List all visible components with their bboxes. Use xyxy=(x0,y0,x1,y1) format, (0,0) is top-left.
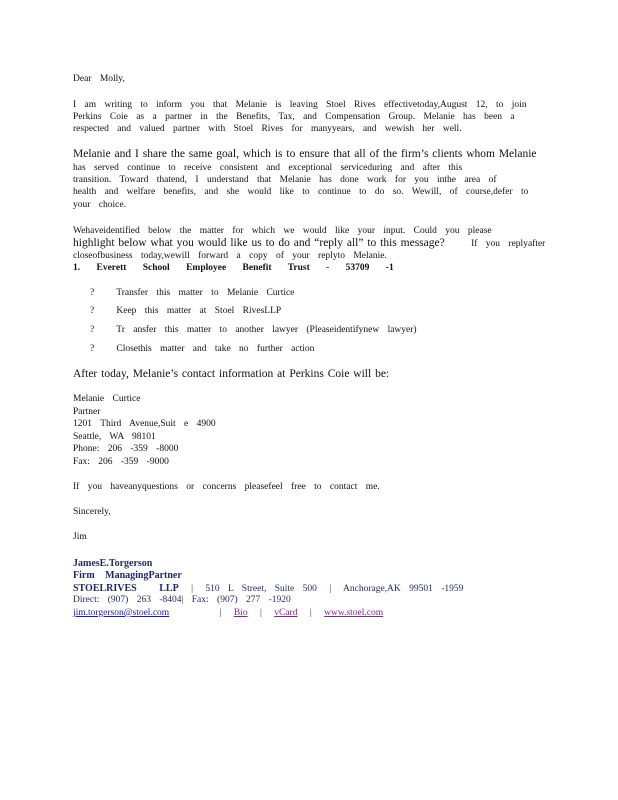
sender-short: Jim xyxy=(73,532,87,542)
option-item[interactable] xyxy=(90,288,294,299)
signature-name: JamesE.Torgerson xyxy=(73,558,153,569)
para3-line3: closeofbusiness today,wewill forward a copy of your replyto Melanie. xyxy=(73,251,387,261)
signature-phone-line: Direct: (907) 263 -8404| Fax: (907) 277 -1920 xyxy=(73,595,291,605)
para2-lead: Melanie and I share the same goal, which is to ensure that all of the firm’s clients whom Melanie xyxy=(73,148,537,160)
option-label: Closethis matter and take no further action xyxy=(116,344,315,354)
signature-firm: STOELRIVES LLP xyxy=(73,583,179,594)
option-item[interactable] xyxy=(90,306,281,317)
option-label: Tr ansfer this matter to another lawyer (Pleaseidentifynew lawyer) xyxy=(116,325,417,335)
contact-name: Melanie Curtice xyxy=(73,394,141,404)
bullet-placeholder-icon: ? xyxy=(90,306,95,316)
website-link[interactable]: www.stoel.com xyxy=(324,608,384,618)
signature-city: Anchorage,AK 99501 -1959 xyxy=(343,584,464,594)
email-link[interactable]: jim.torgerson@stoel.com xyxy=(73,608,170,618)
para3-line1: Wehaveidentified below the matter for which we would like your input. Could you please xyxy=(73,226,492,236)
bullet-placeholder-icon: ? xyxy=(90,325,95,335)
para2-line2: transition. Toward thatend, I understand that Melanie has done work for you inthe area of xyxy=(73,175,497,185)
vcard-link[interactable]: vCard xyxy=(274,608,298,618)
para1-line3: respected and valued partner with Stoel Rives for manyyears, and wewish her well. xyxy=(73,124,462,134)
para3-line2-large: highlight below what you would like us to do and “reply all” to this message? xyxy=(73,237,445,249)
contact-address: 1201 Third Avenue,Suit e 4900 xyxy=(73,419,216,429)
contact-city: Seattle, WA 98101 xyxy=(73,432,156,442)
option-label: Transfer this matter to Melanie Curtice xyxy=(116,288,295,298)
signature-role: Firm ManagingPartner xyxy=(73,570,182,581)
contact-phone: Phone: 206 -359 -8000 xyxy=(73,444,179,454)
closing-line: If you haveanyquestions or concerns pleasefeel free to contact me. xyxy=(73,482,380,492)
para2-line3: health and welfare benefits, and she would like to continue to do so. Wewill, of course,defer to xyxy=(73,187,529,197)
option-item[interactable] xyxy=(90,325,417,336)
signature-firm-line: STOELRIVES LLP | 510 L Street, Suite 500 | Anchorage,AK 99501 -1959 xyxy=(73,583,464,594)
para1-line2: Perkins Coie as a partner in the Benefits, Tax, and Compensation Group. Melanie has been a xyxy=(73,112,515,122)
contact-fax: Fax: 206 -359 -9000 xyxy=(73,457,169,467)
contact-intro: After today, Melanie’s contact information at Perkins Coie will be: xyxy=(73,368,390,380)
bio-link[interactable]: Bio xyxy=(233,608,248,618)
contact-title: Partner xyxy=(73,407,101,417)
para3-line2-small: If you replyafter xyxy=(471,239,546,249)
bullet-placeholder-icon: ? xyxy=(90,344,95,354)
signature-address: 510 L Street, Suite 500 xyxy=(205,584,317,594)
para2-line4: your choice. xyxy=(73,200,126,210)
greeting: Dear Molly, xyxy=(73,74,125,84)
signature-links: jim.torgerson@stoel.com | Bio | vCard | www.stoel.com xyxy=(73,608,391,619)
option-label: Keep this matter at Stoel RivesLLP xyxy=(116,306,282,316)
para1-line1: I am writing to inform you that Melanie is leaving Stoel Rives effectivetoday,August 12, to join xyxy=(73,100,527,110)
para2-line1: has served continue to receive consistent and exceptional serviceduring and after this xyxy=(73,163,463,173)
matter-heading: 1. Everett School Employee Benefit Trust - 53709 -1 xyxy=(73,263,394,273)
bullet-placeholder-icon: ? xyxy=(90,288,95,298)
signoff: Sincerely, xyxy=(73,507,111,517)
option-item[interactable] xyxy=(90,344,314,355)
para3-line2 xyxy=(73,237,545,250)
